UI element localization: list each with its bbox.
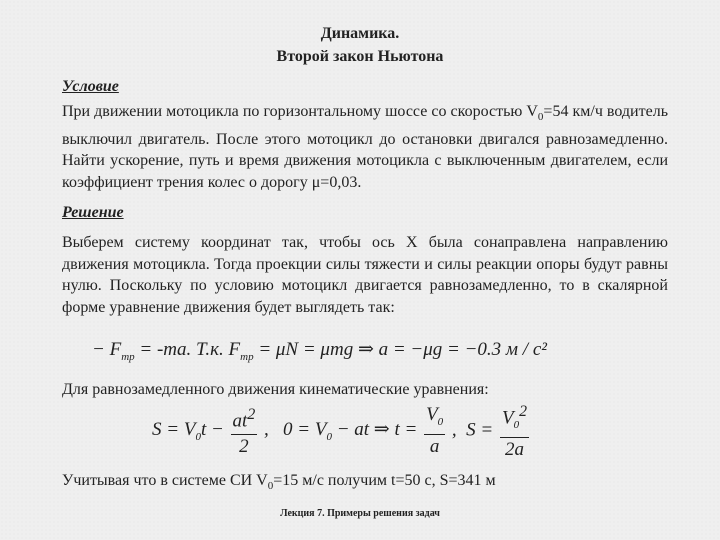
page-title: Динамика. — [320, 25, 400, 42]
solution-text: Выберем систему координат так, чтобы ось Х была сонаправлена направлению движения мотоцикла. Тогда проекции силы тяжести и силы реакции опоры будут равны нулю. Поскольку по условию мотоцикл двигается равнозамедленно, то в скалярной форме уравнение движения будет выглядеть так: — [62, 234, 668, 316]
formula-equation-of-motion: − $F_{тр} = -ma$. Т.к. $F_{тр} = \mu N = \mu mg$ ⇒ a = −μg = −0.3 м / с² — [92, 339, 547, 363]
page-subtitle: Второй закон Ньютона — [276, 48, 444, 65]
condition-text-part1: При движении мотоцикла по горизонтальному шоссе со скоростью V — [62, 103, 538, 120]
footer-lecture-label: Лекция 7. Примеры решения задач — [280, 508, 440, 519]
solution-heading: Решение — [62, 204, 124, 221]
formula-kinematics: $S = V_0t$ − $\frac{at^2}{2}$ , $0 = V_0$ − at ⇒ t = $\frac{V_0}{a}$ , S = $\frac{V_0^2}{2a}$ — [152, 400, 531, 462]
condition-sub: 0 — [537, 111, 544, 124]
condition-text — [62, 101, 668, 193]
condition-text-part2: =54 км/ч водитель выключил двигатель. После этого мотоцикл до остановки двигался равнозамедленно. Найти ускорение, путь и время движения мотоцикла с выключенным двигателем, если коэффициент трения колес о дорогу μ=0,03. — [62, 103, 668, 191]
kinematics-text: Для равнозамедленного движения кинематические уравнения: — [62, 381, 489, 398]
condition-heading: Условие — [62, 78, 119, 95]
result-text: Учитывая что в системе СИ $V_0=15$ м/с получим t=50 с, S=341 м — [62, 472, 496, 493]
